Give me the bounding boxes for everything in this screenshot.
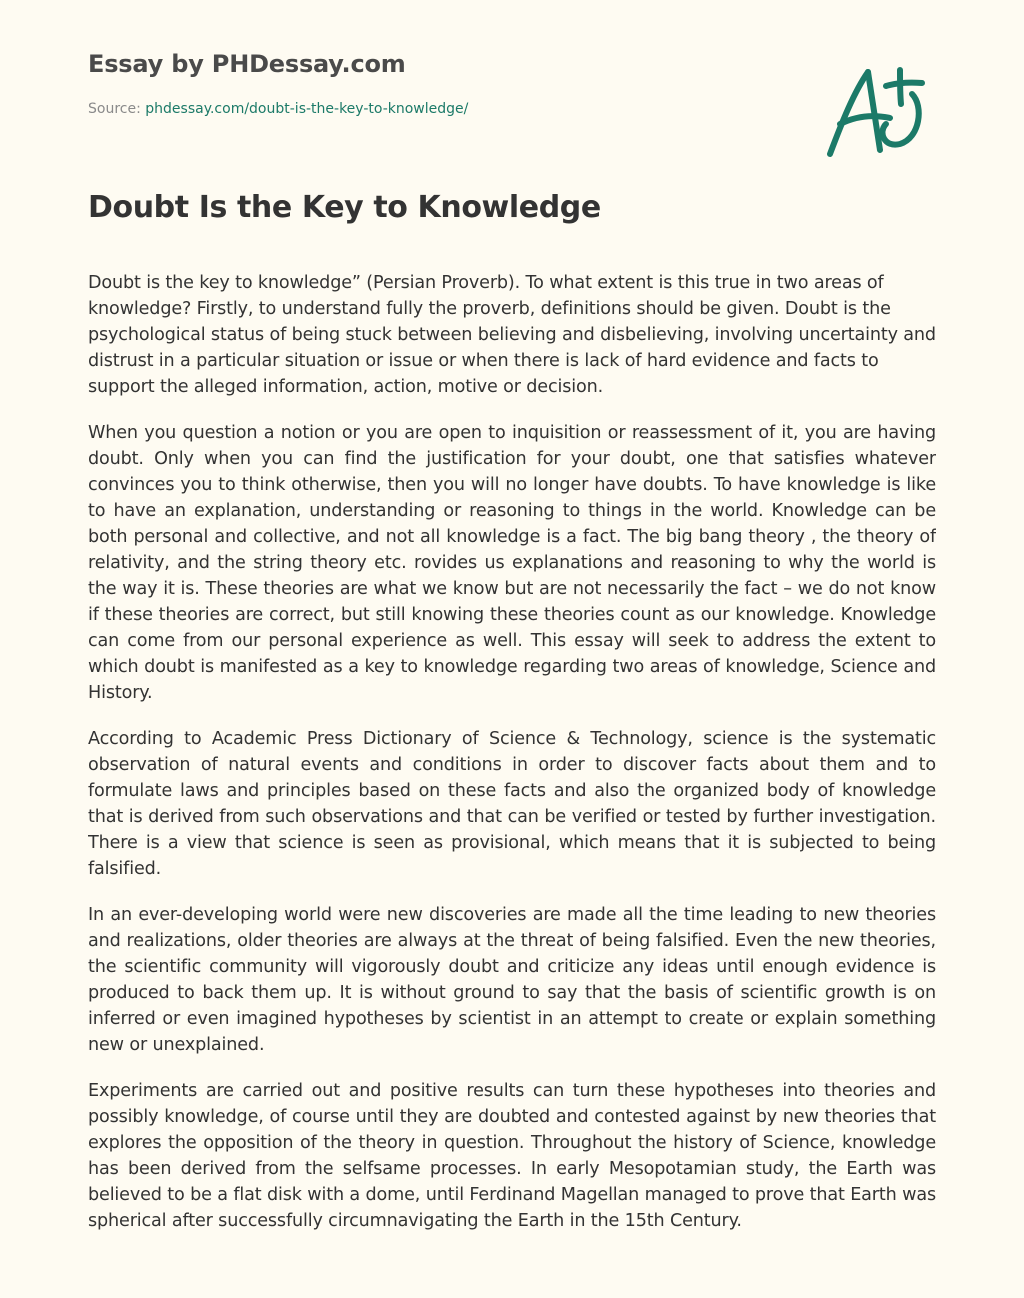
a-plus-logo-icon	[820, 62, 930, 162]
source-link[interactable]: phdessay.com/doubt-is-the-key-to-knowledge/	[145, 101, 469, 117]
essay-paragraph: Experiments are carried out and positive results can turn these hypotheses into theories and possibly knowledge, of course until they are doubted and contested against by new theories that explores the opposition of the theory in question. Throughout the history of Science, knowledge has been derived from the selfsame processes. In early Mesopotamian study, the Earth was believed to be a flat disk with a dome, until Ferdinand Magellan managed to prove that Earth was spherical after successfully circumnavigating the Earth in the 15th Century.	[88, 1081, 936, 1231]
essay-paragraph: According to Academic Press Dictionary of Science & Technology, science is the systematic observation of natural events and conditions in order to discover facts about them and to formulate laws and principles based on these facts and also the organized body of knowledge that is derived from such observations and that can be verified or tested by further investigation. There is a view that science is seen as provisional, which means that it is subjected to being falsified.	[88, 729, 936, 879]
source-label: Source:	[88, 101, 141, 117]
essay-paragraph: When you question a notion or you are open to inquisition or reassessment of it, you are having doubt. Only when you can find the justification for your doubt, one that satisfies whatever convinces you to think otherwise, then you will no longer have doubts. To have knowledge is like to have an explanation, understanding or reasoning to things in the world. Knowledge can be both personal and collective, and not all knowledge is a fact. The big bang theory , the theory of relativity, and the string theory etc. rovides us explanations and reasoning to why the world is the way it is. These theories are what we know but are not necessarily the fact – we do not know if these theories are correct, but still knowing these theories count as our knowledge. Knowledge can come from our personal experience as well. This essay will seek to address the extent to which doubt is manifested as a key to knowledge regarding two areas of knowledge, Science and History.	[88, 423, 936, 703]
essay-paragraph: Doubt is the key to knowledge” (Persian Proverb). To what extent is this true in two areas of knowledge? Firstly, to understand fully the proverb, definitions should be given. Doubt is the psychological status of being stuck between believing and disbelieving, involving uncertainty and distrust in a particular situation or issue or when there is lack of hard evidence and facts to support the alleged information, action, motive or decision.	[88, 273, 936, 397]
essay-paragraph: In an ever-developing world were new discoveries are made all the time leading to new theories and realizations, older theories are always at the threat of being falsified. Even the new theories, the scientific community will vigorously doubt and criticize any ideas until enough evidence is produced to back them up. It is without ground to say that the basis of scientific growth is on inferred or even imagined hypotheses by scientist in an attempt to create or explain something new or unexplained.	[88, 905, 936, 1055]
source-line	[88, 101, 468, 117]
essay-title: Doubt Is the Key to Knowledge	[88, 190, 601, 225]
essay-body	[88, 270, 936, 1250]
site-brand: Essay by PHDessay.com	[88, 50, 406, 78]
